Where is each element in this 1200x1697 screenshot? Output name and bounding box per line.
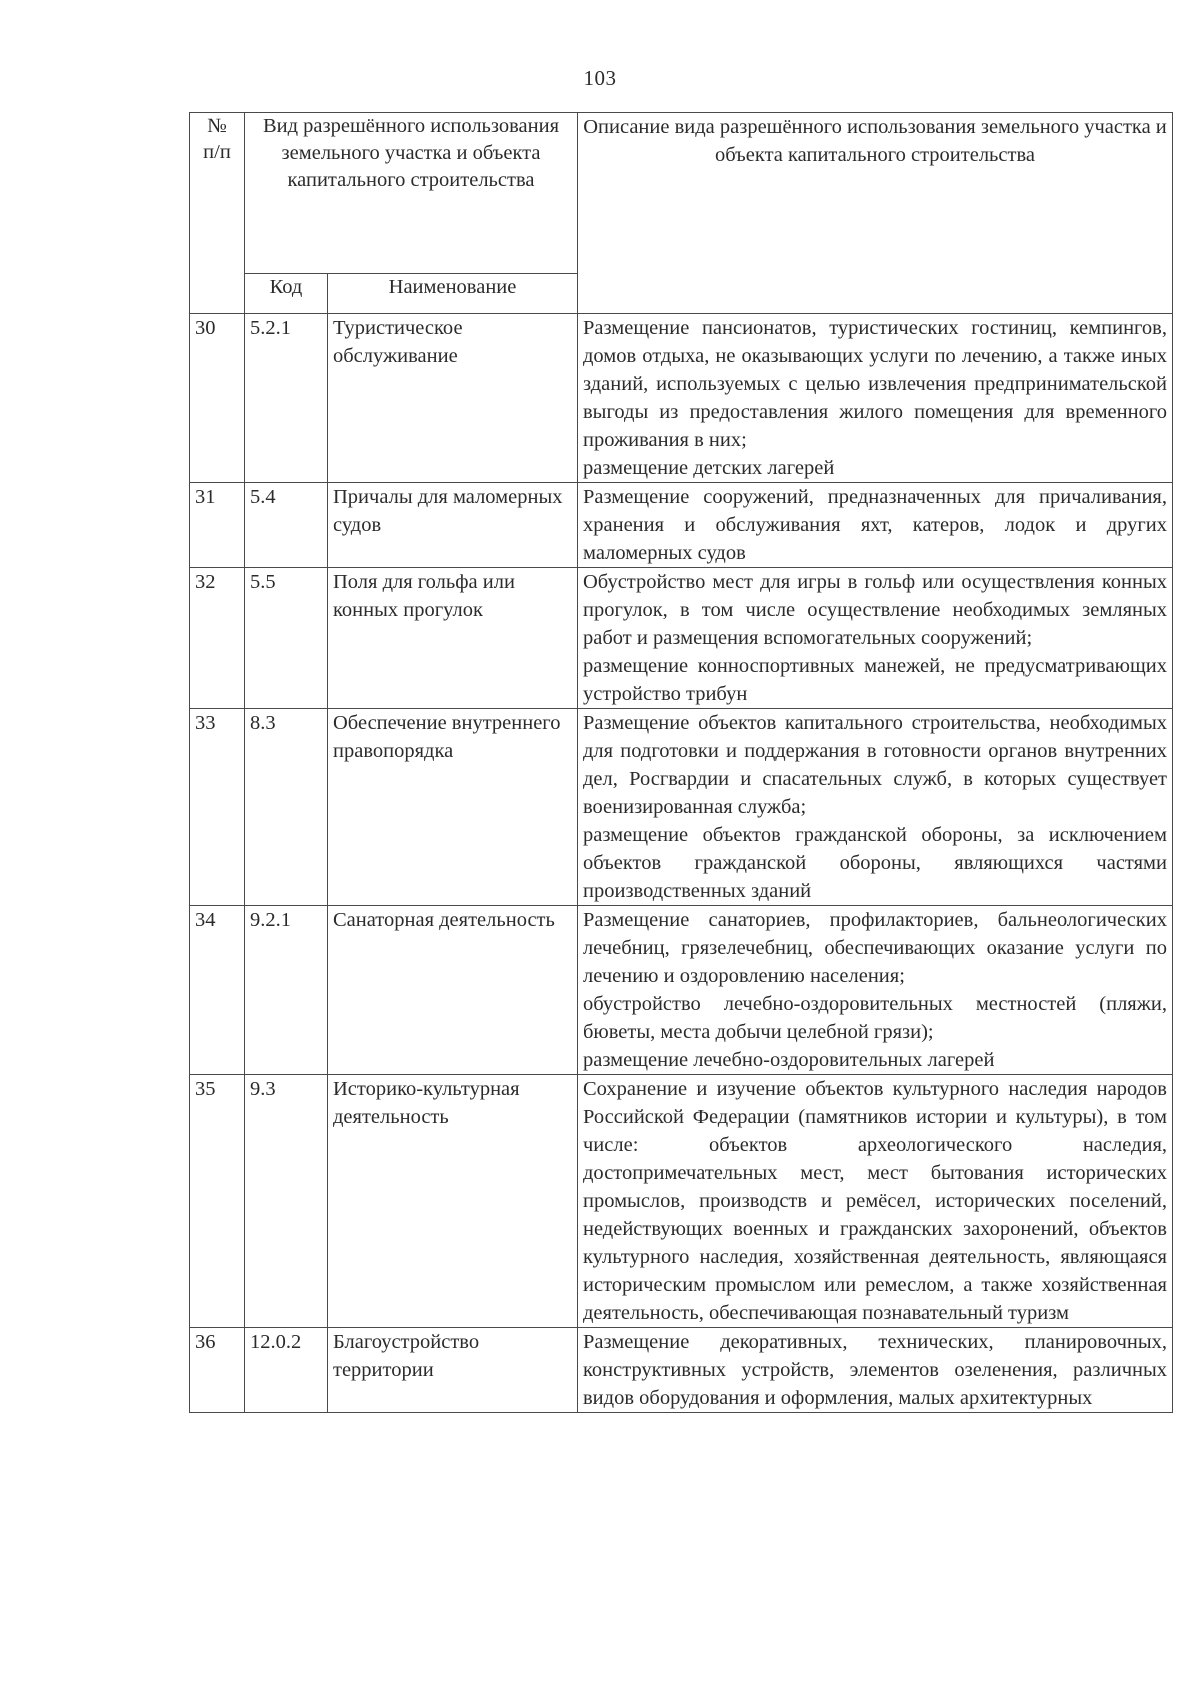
header-description: Описание вида разрешённого использования земельного участка и объекта капитального строительства bbox=[578, 113, 1173, 314]
header-group-title: Вид разрешённого использования земельного участка и объекта капитального строительства bbox=[245, 113, 578, 274]
table-row bbox=[190, 1328, 1173, 1413]
row-num: 30 bbox=[190, 314, 245, 483]
row-num: 32 bbox=[190, 568, 245, 709]
header-code: Код bbox=[245, 273, 328, 313]
row-name: Поля для гольфа или конных прогулок bbox=[328, 568, 578, 709]
row-name: Туристическое обслуживание bbox=[328, 314, 578, 483]
row-num: 34 bbox=[190, 906, 245, 1075]
table-row bbox=[190, 906, 1173, 1075]
description-paragraph: Размещение пансионатов, туристических гостиниц, кемпингов, домов отдыха, не оказывающих услуги по лечению, а также иных зданий, используемых с целью извлечения предпринимательской выгоды из предоставления жилого помещения для временного проживания в них; bbox=[583, 317, 1167, 451]
row-code: 12.0.2 bbox=[245, 1328, 328, 1413]
row-description bbox=[578, 906, 1173, 1075]
row-description bbox=[578, 1328, 1173, 1413]
description-paragraph: Размещение объектов капитального строительства, необходимых для подготовки и поддержания в готовности органов внутренних дел, Росгвардии и спасательных служб, в которых существует военизированная служба; bbox=[583, 712, 1167, 818]
row-name: Историко-культурная деятельность bbox=[328, 1075, 578, 1328]
row-name: Обеспечение внутреннего правопорядка bbox=[328, 709, 578, 906]
table-row bbox=[190, 314, 1173, 483]
table-row bbox=[190, 1075, 1173, 1328]
description-paragraph: Размещение сооружений, предназначенных для причаливания, хранения и обслуживания яхт, катеров, лодок и других маломерных судов bbox=[583, 486, 1167, 564]
table-row bbox=[190, 709, 1173, 906]
row-description bbox=[578, 709, 1173, 906]
description-paragraph: обустройство лечебно-оздоровительных местностей (пляжи, бюветы, места добычи целебной грязи); bbox=[583, 993, 1167, 1043]
row-num: 35 bbox=[190, 1075, 245, 1328]
row-num: 31 bbox=[190, 483, 245, 568]
row-name: Причалы для маломерных судов bbox=[328, 483, 578, 568]
description-paragraph: Сохранение и изучение объектов культурного наследия народов Российской Федерации (памятников истории и культуры), в том числе: объектов археологического наследия, достопримечательных мест, мест бытования исторических промыслов, производств и ремёсел, исторических поселений, недействующих военных и гражданских захоронений, объектов культурного наследия, хозяйственная деятельность, являющаяся историческим промыслом или ремеслом, а также хозяйственная деятельность, обеспечивающая познавательный туризм bbox=[583, 1078, 1167, 1324]
header-name: Наименование bbox=[328, 273, 578, 313]
land-use-table bbox=[189, 112, 1173, 1413]
table-body bbox=[190, 314, 1173, 1413]
row-code: 5.5 bbox=[245, 568, 328, 709]
row-code: 5.2.1 bbox=[245, 314, 328, 483]
description-paragraph: Размещение санаториев, профилакториев, бальнеологических лечебниц, грязелечебниц, обеспечивающих оказание услуги по лечению и оздоровлению населения; bbox=[583, 909, 1167, 987]
description-paragraph: Размещение декоративных, технических, планировочных, конструктивных устройств, элементов озеленения, различных видов оборудования и оформления, малых архитектурных bbox=[583, 1331, 1167, 1409]
row-code: 8.3 bbox=[245, 709, 328, 906]
row-name: Благоустройство территории bbox=[328, 1328, 578, 1413]
description-paragraph: размещение объектов гражданской обороны, за исключением объектов гражданской обороны, являющихся частями производственных зданий bbox=[583, 824, 1167, 902]
table-row bbox=[190, 568, 1173, 709]
description-paragraph: размещение детских лагерей bbox=[583, 457, 835, 479]
table-header bbox=[190, 113, 1173, 314]
row-num: 33 bbox=[190, 709, 245, 906]
row-description bbox=[578, 483, 1173, 568]
row-description bbox=[578, 1075, 1173, 1328]
row-code: 9.2.1 bbox=[245, 906, 328, 1075]
row-name: Санаторная деятельность bbox=[328, 906, 578, 1075]
description-paragraph: размещение конноспортивных манежей, не предусматривающих устройство трибун bbox=[583, 655, 1167, 705]
description-paragraph: размещение лечебно-оздоровительных лагерей bbox=[583, 1049, 995, 1071]
description-paragraph: Обустройство мест для игры в гольф или осуществления конных прогулок, в том числе осуществление необходимых земляных работ и размещения вспомогательных сооружений; bbox=[583, 571, 1167, 649]
page-number: 103 bbox=[583, 66, 617, 90]
row-description bbox=[578, 314, 1173, 483]
row-code: 9.3 bbox=[245, 1075, 328, 1328]
row-description bbox=[578, 568, 1173, 709]
header-num: № п/п bbox=[190, 113, 245, 314]
row-code: 5.4 bbox=[245, 483, 328, 568]
table-row bbox=[190, 483, 1173, 568]
row-num: 36 bbox=[190, 1328, 245, 1413]
